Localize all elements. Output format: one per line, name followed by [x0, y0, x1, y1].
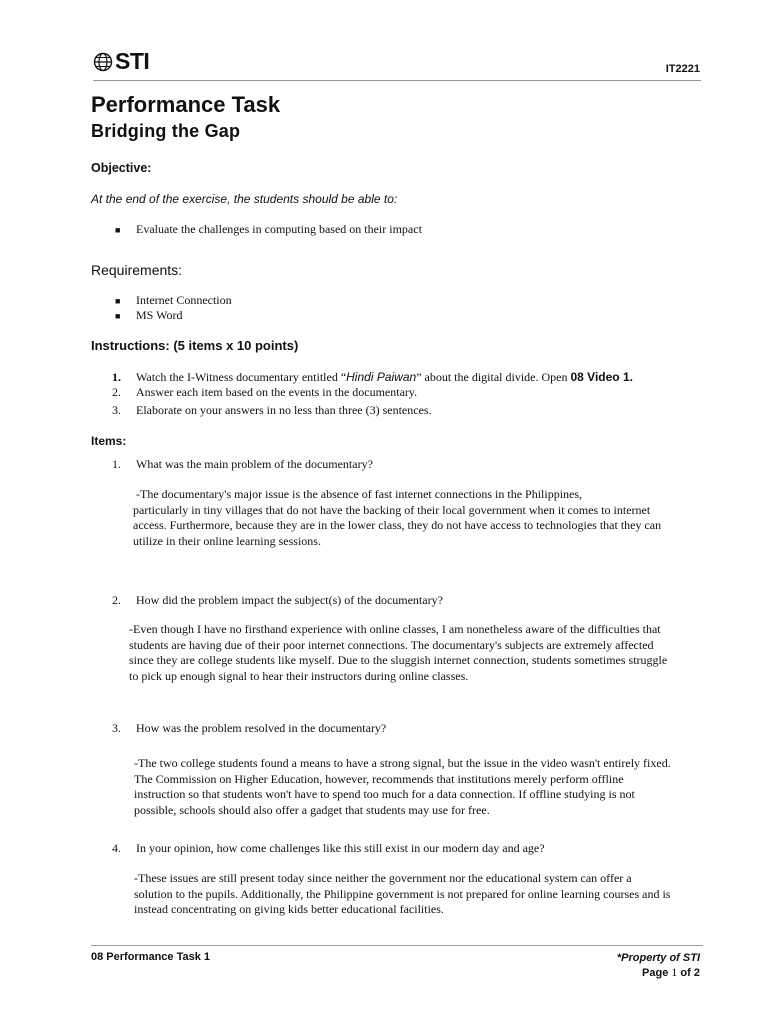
step-number: 2.: [112, 385, 121, 399]
page-number: [617, 965, 700, 980]
instructions-heading: Instructions: (5 items x 10 points): [91, 338, 299, 353]
item-answer: [129, 622, 667, 684]
instruction-step: [136, 370, 633, 385]
item-question: What was the main problem of the documentary?: [136, 457, 373, 471]
bullet-icon: ■: [115, 296, 121, 306]
item-number: 2.: [112, 593, 121, 607]
item-question: In your opinion, how come challenges like this still exist in our modern day and age?: [136, 841, 545, 855]
answer-line: since they are college students like myself. Due to the sluggish internet connection, students sometimes struggle: [129, 653, 668, 667]
step-number: 1.: [112, 370, 121, 384]
answer-line: access. Furthermore, because they are in the lower class, they do not have access to technologies that they can: [133, 518, 662, 532]
answer-line: solution to the pupils. Additionally, the Philippine government is not prepared for online learning courses and is: [134, 886, 671, 901]
header-divider: [93, 80, 701, 81]
documentary-title: Hindi Paiwan: [346, 370, 417, 384]
item-number: 1.: [112, 457, 121, 471]
answer-line: -The two college students found a means to have a strong signal, but the issue in the video wasn't entirely fixed.: [134, 756, 671, 770]
item-number: 4.: [112, 841, 121, 855]
item-number: 3.: [112, 721, 121, 735]
logo-text: STI: [115, 48, 150, 74]
bullet-icon: ■: [115, 311, 121, 321]
items-heading: Items:: [91, 434, 127, 448]
answer-line: instruction so that students won't have to spend too much for a data connection. If offline studying is not: [134, 787, 635, 801]
objective-heading: Objective:: [91, 161, 152, 175]
requirement-item: MS Word: [136, 308, 183, 322]
property-notice: *Property of STI: [616, 952, 700, 964]
page-title: Performance Task: [91, 92, 281, 117]
bullet-icon: ■: [115, 225, 121, 235]
item-answer: [134, 756, 671, 818]
item-question: How was the problem resolved in the documentary?: [136, 721, 387, 735]
footer-divider: [91, 945, 703, 946]
step-number: 3.: [112, 403, 121, 417]
video-reference: 08 Video 1.: [570, 370, 633, 384]
page-subtitle: Bridging the Gap: [91, 121, 241, 141]
answer-line: students are having due of their poor internet connections. The documentary's subjects are extremely affected: [129, 637, 654, 652]
answer-line: particularly in tiny villages that do not have the backing of their local government when it comes to internet: [133, 502, 651, 517]
instruction-step: Answer each item based on the events in the documentary.: [136, 385, 418, 399]
step-text: Watch the I-Witness documentary entitled “: [136, 370, 347, 384]
item-answer: [133, 487, 661, 549]
answer-line: to pick up enough signal to hear their instructors during online classes.: [129, 668, 469, 683]
objective-intro: At the end of the exercise, the students should be able to:: [91, 192, 398, 206]
item-question: How did the problem impact the subject(s) of the documentary?: [136, 593, 443, 607]
page-suffix: of 2: [677, 967, 700, 979]
instruction-step: Elaborate on your answers in no less than three (3) sentences.: [136, 403, 432, 417]
objective-bullet: Evaluate the challenges in computing based on their impact: [136, 222, 422, 236]
step-text: ” about the digital divide. Open: [416, 370, 571, 384]
requirement-item: Internet Connection: [136, 293, 232, 307]
answer-line: -The documentary's major issue is the absence of fast internet connections in the Philippines,: [136, 487, 583, 501]
answer-line: possible, schools should also offer a gadget that students may use for free.: [134, 802, 490, 817]
sti-logo: [93, 48, 149, 75]
answer-line: -Even though I have no firsthand experience with online classes, I am nonetheless aware of the difficulties that: [129, 622, 661, 636]
answer-line: instead concentrating on giving kids better educational facilities.: [134, 902, 444, 916]
globe-icon: [93, 52, 113, 72]
answer-line: The Commission on Higher Education, however, recommends that institutions merely perform offline: [134, 771, 624, 786]
item-answer: [134, 871, 670, 918]
footer-page-info: [617, 951, 700, 980]
answer-line: utilize in their online learning sessions.: [133, 533, 321, 548]
page-current: 1: [671, 965, 678, 979]
answer-line: -These issues are still present today since neither the government nor the educational system can offer a: [134, 871, 632, 885]
page-prefix: Page: [642, 967, 672, 979]
course-code: IT2221: [665, 63, 700, 75]
footer-title: 08 Performance Task 1: [91, 951, 211, 963]
requirements-heading: Requirements:: [91, 262, 183, 278]
